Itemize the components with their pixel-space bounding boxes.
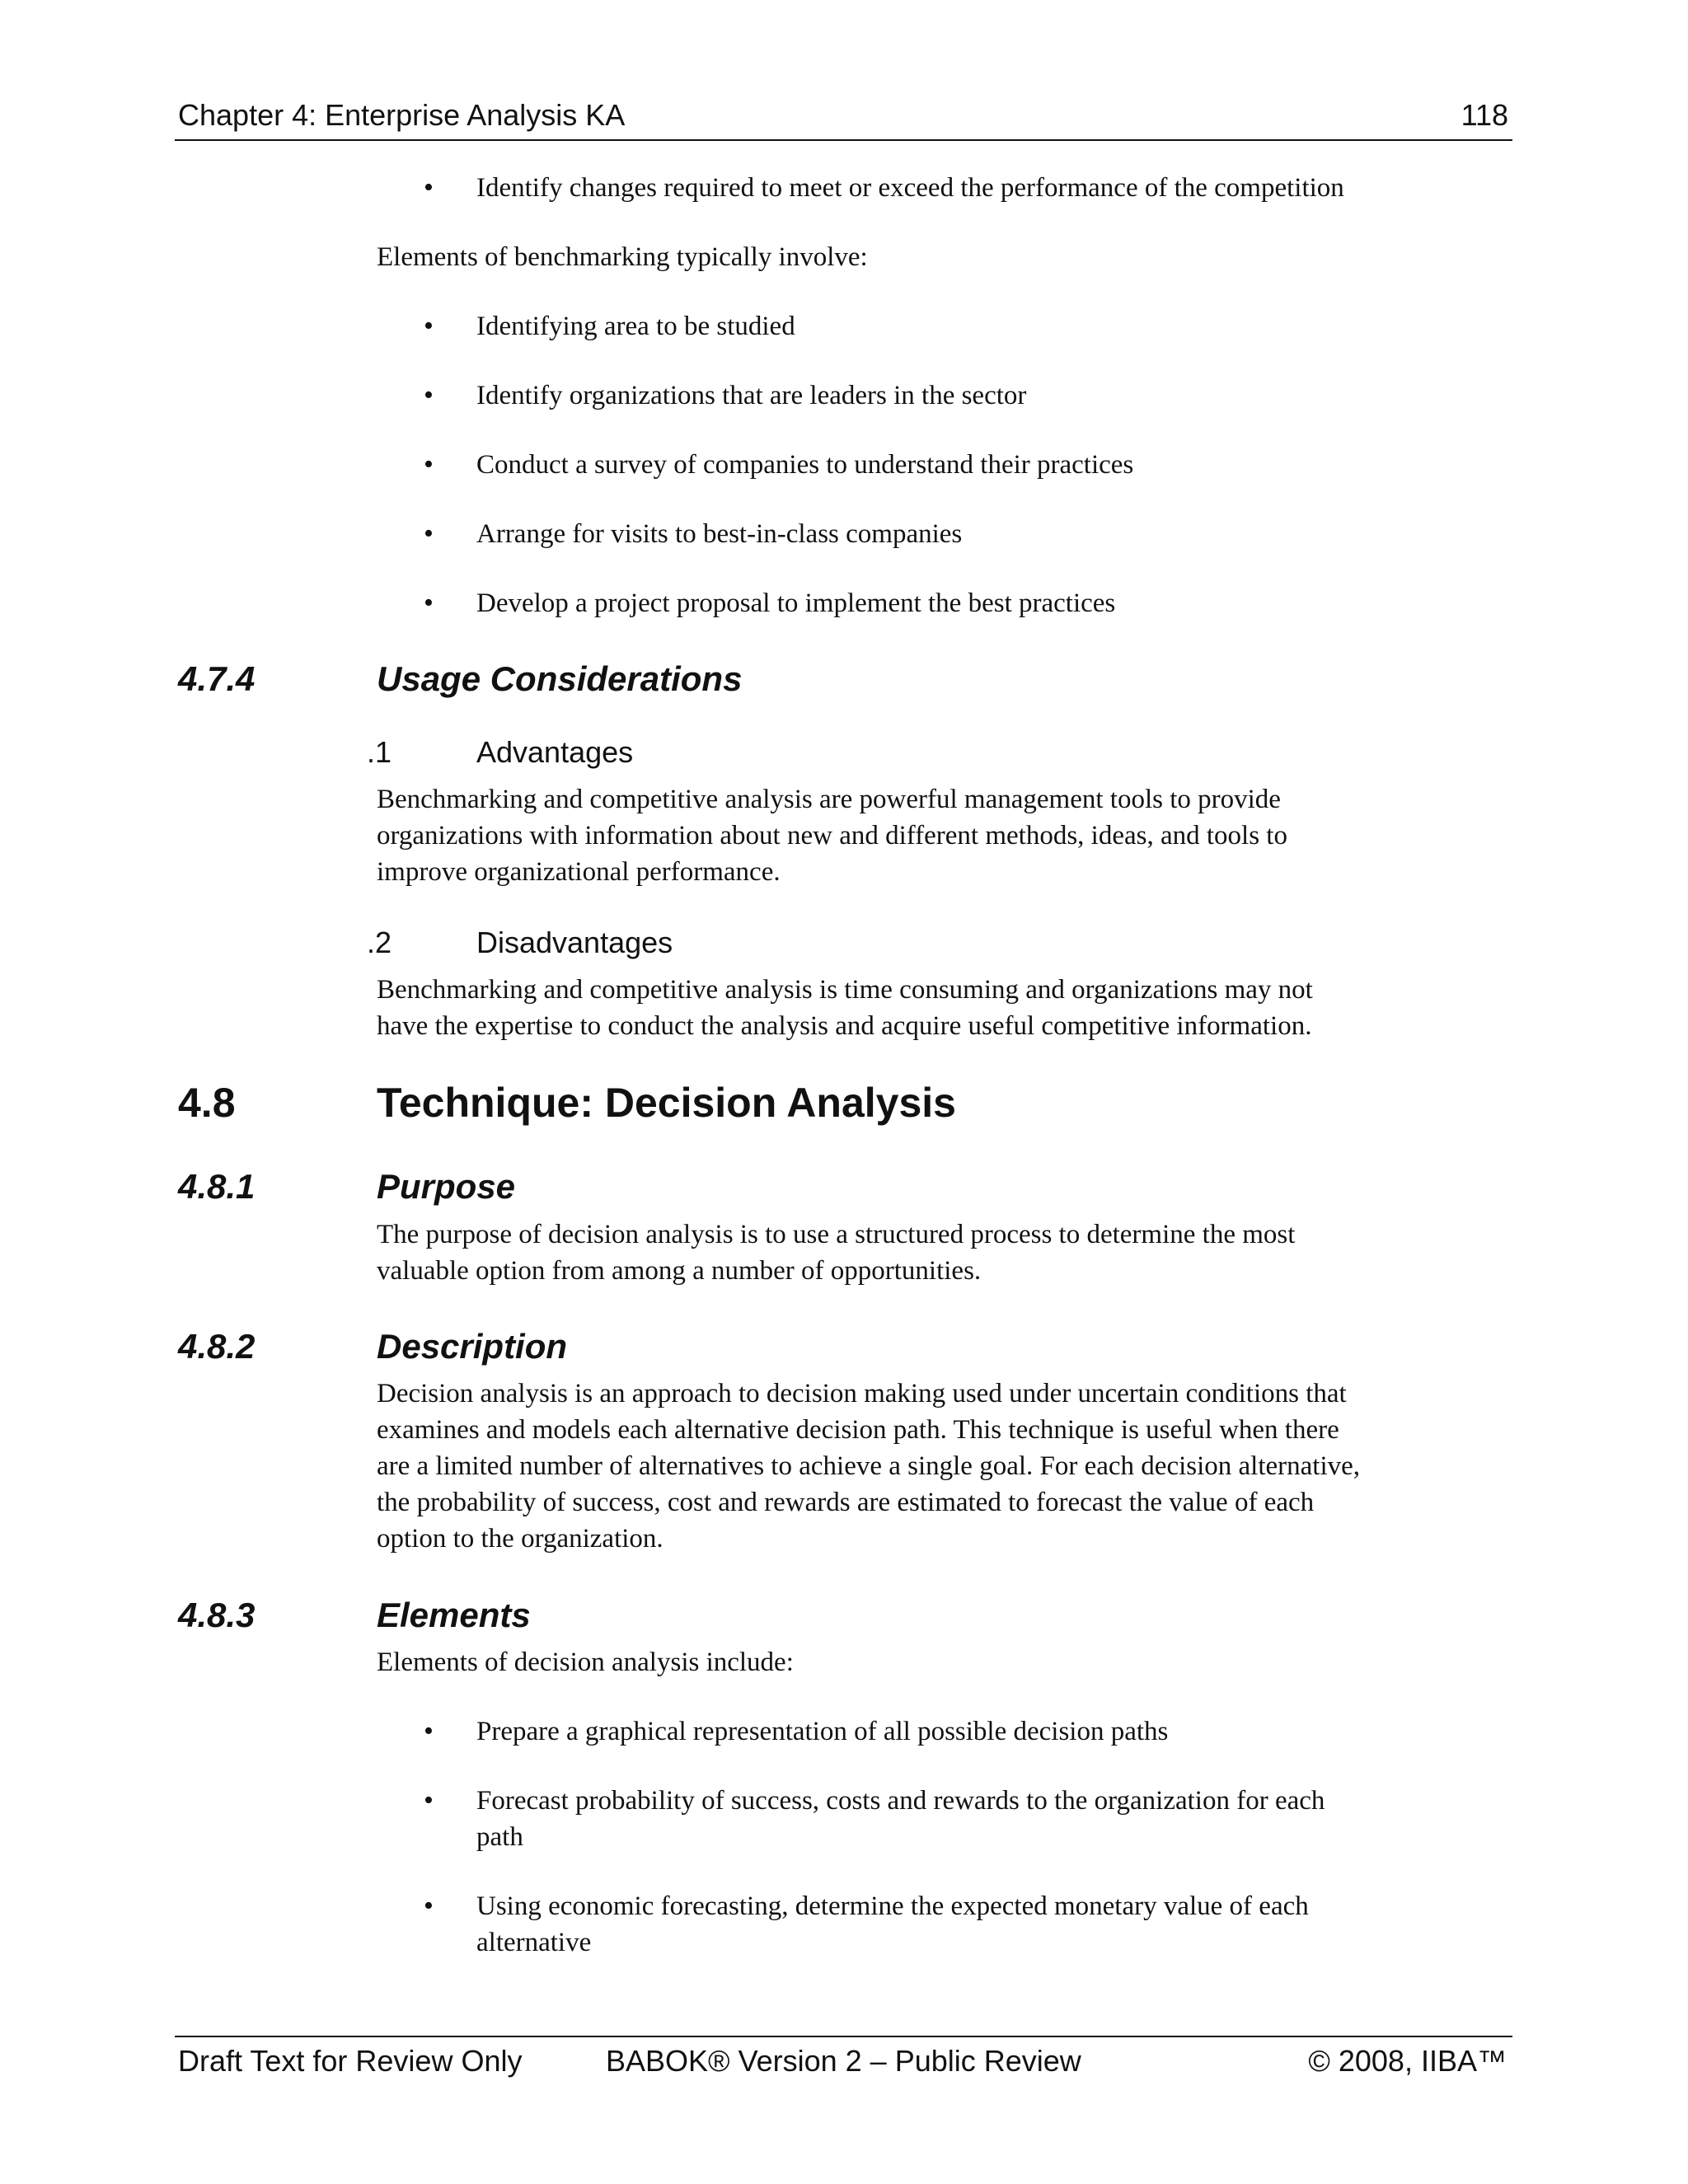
- section-heading: Elements: [377, 1596, 531, 1634]
- chapter-section-heading: Technique: Decision Analysis: [377, 1080, 956, 1126]
- footer-draft-notice: Draft Text for Review Only: [178, 2044, 523, 2078]
- list-item-continuation: alternative: [476, 1928, 592, 1957]
- page-number: 118: [1461, 98, 1508, 132]
- bullet-icon: •: [424, 172, 434, 203]
- list-item: Arrange for visits to best-in-class companies: [476, 519, 963, 549]
- paragraph: Elements of benchmarking typically involve:: [377, 242, 868, 272]
- subsection-heading: Disadvantages: [476, 926, 673, 959]
- paragraph-line: examines and models each alternative decision path. This technique is useful when there: [377, 1415, 1339, 1445]
- header-divider: [175, 139, 1512, 141]
- bullet-icon: •: [424, 380, 434, 410]
- paragraph-line: Benchmarking and competitive analysis is time consuming and organizations may not: [377, 975, 1313, 1005]
- section-number: 4.8.3: [178, 1596, 256, 1634]
- paragraph-line: organizations with information about new and different methods, ideas, and tools to: [377, 821, 1287, 851]
- bullet-icon: •: [424, 1891, 434, 1921]
- paragraph-line: are a limited number of alternatives to achieve a single goal. For each decision alternative,: [377, 1451, 1361, 1481]
- paragraph-line: have the expertise to conduct the analysis and acquire useful competitive information.: [377, 1011, 1312, 1041]
- footer-divider: [175, 2036, 1512, 2037]
- list-item: Identifying area to be studied: [476, 312, 795, 341]
- subsection-heading: Advantages: [476, 735, 634, 769]
- list-item: Identify changes required to meet or exceed the performance of the competition: [476, 173, 1344, 203]
- bullet-icon: •: [424, 518, 434, 549]
- list-item: Identify organizations that are leaders in the sector: [476, 381, 1027, 410]
- section-heading: Purpose: [377, 1167, 516, 1206]
- list-item: Forecast probability of success, costs and rewards to the organization for each: [476, 1786, 1325, 1816]
- footer-version: BABOK® Version 2 – Public Review: [606, 2044, 1081, 2078]
- list-item: Using economic forecasting, determine the expected monetary value of each: [476, 1891, 1309, 1921]
- bullet-icon: •: [424, 1785, 434, 1816]
- section-heading: Usage Considerations: [377, 659, 743, 698]
- paragraph-line: Benchmarking and competitive analysis are powerful management tools to provide: [377, 785, 1281, 814]
- subsection-number: .2: [367, 926, 392, 959]
- paragraph-line: improve organizational performance.: [377, 857, 781, 887]
- paragraph-line: Decision analysis is an approach to decision making used under uncertain conditions that: [377, 1379, 1347, 1408]
- paragraph-line: the probability of success, cost and rewards are estimated to forecast the value of each: [377, 1488, 1315, 1517]
- subsection-number: .1: [367, 735, 392, 769]
- chapter-section-number: 4.8: [178, 1080, 236, 1126]
- paragraph-line: The purpose of decision analysis is to use a structured process to determine the most: [377, 1220, 1296, 1249]
- paragraph: Elements of decision analysis include:: [377, 1647, 794, 1677]
- list-item: Prepare a graphical representation of all possible decision paths: [476, 1717, 1169, 1746]
- section-number: 4.8.1: [178, 1167, 256, 1206]
- section-heading: Description: [377, 1327, 568, 1366]
- bullet-icon: •: [424, 588, 434, 618]
- bullet-icon: •: [424, 449, 434, 480]
- running-header-chapter: Chapter 4: Enterprise Analysis KA: [178, 98, 626, 132]
- bullet-icon: •: [424, 1716, 434, 1746]
- list-item: Conduct a survey of companies to understand their practices: [476, 450, 1134, 480]
- section-number: 4.7.4: [178, 659, 256, 698]
- list-item: Develop a project proposal to implement the best practices: [476, 588, 1116, 618]
- paragraph-line: option to the organization.: [377, 1524, 663, 1554]
- list-item-continuation: path: [476, 1822, 523, 1852]
- footer-copyright: © 2008, IIBA™: [1308, 2044, 1507, 2078]
- paragraph-line: valuable option from among a number of opportunities.: [377, 1256, 982, 1286]
- bullet-icon: •: [424, 311, 434, 341]
- section-number: 4.8.2: [178, 1327, 256, 1366]
